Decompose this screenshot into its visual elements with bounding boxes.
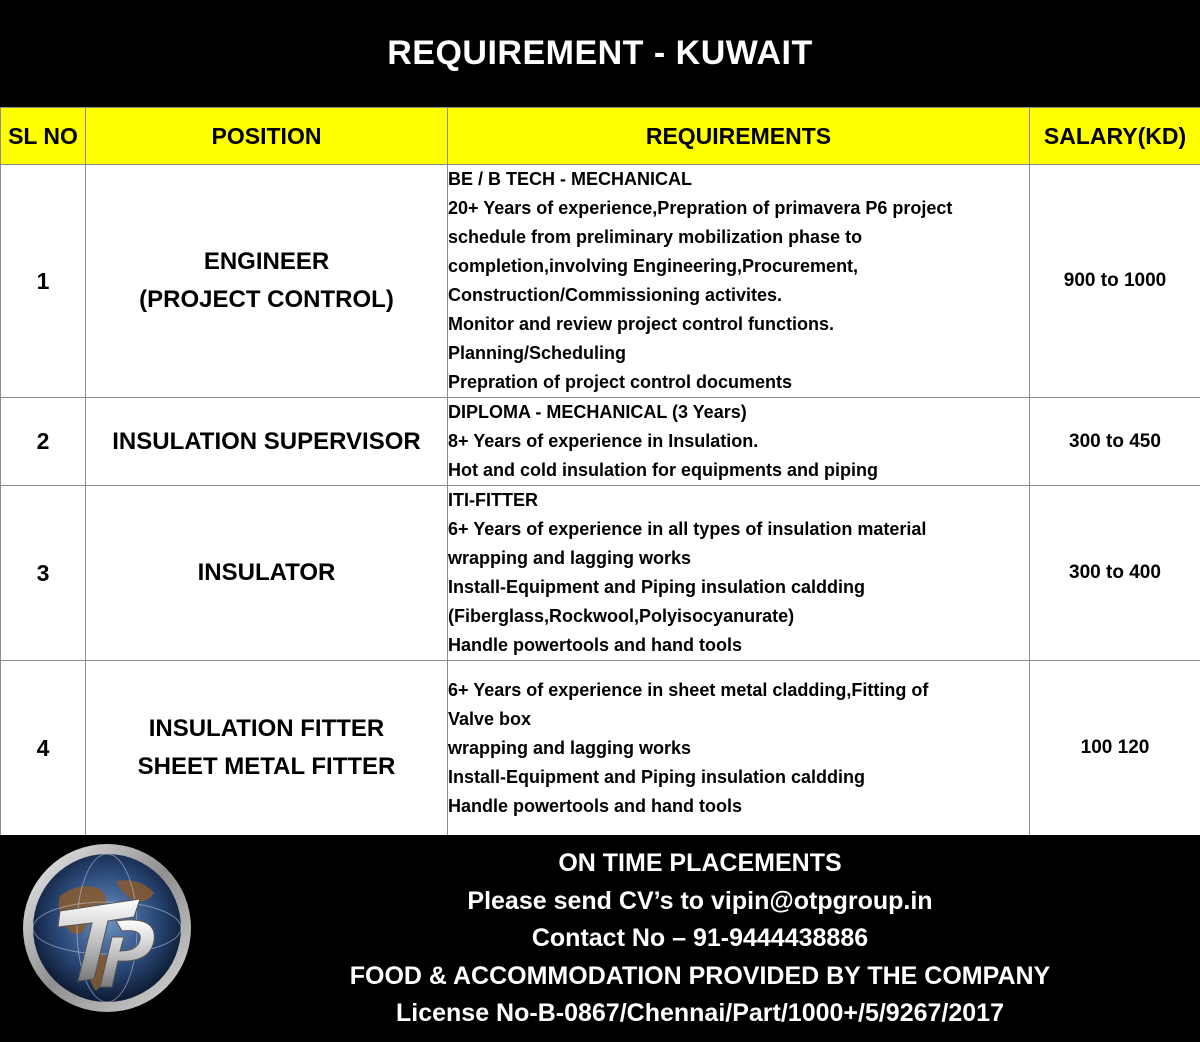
position-line: INSULATOR <box>197 559 336 586</box>
requirement-line: 6+ Years of experience in sheet metal cladding,Fitting of <box>448 679 929 700</box>
contact-footer <box>0 835 1200 1042</box>
requirement-line: Install-Equipment and Piping insulation caldding <box>448 766 866 787</box>
otp-globe-logo-icon <box>20 841 194 1015</box>
header-salary: SALARY(KD) <box>1030 108 1200 165</box>
requirement-line: 20+ Years of experience,Prepration of primavera P6 project <box>448 198 953 218</box>
table-row <box>1 165 1200 398</box>
requirement-line: Monitor and review project control functions. <box>448 314 835 334</box>
license-line: License No-B-0867/Chennai/Part/1000+/5/9267/2017 <box>396 999 1004 1027</box>
requirement-line: ITI-FITTER <box>448 490 538 510</box>
requirements-cell <box>448 398 1030 486</box>
title-bar <box>0 0 1200 107</box>
requirements-cell <box>448 486 1030 661</box>
position-cell <box>86 398 448 486</box>
contact-number-line: Contact No – 91-9444438886 <box>531 924 869 952</box>
food-accommodation-line: FOOD & ACCOMMODATION PROVIDED BY THE COMPANY <box>349 961 1051 990</box>
requirement-line: Construction/Commissioning activites. <box>448 285 783 305</box>
requirement-line: wrapping and lagging works <box>448 737 692 758</box>
requirement-line: Prepration of project control documents <box>448 372 793 392</box>
salary-cell: 300 to 400 <box>1030 486 1200 661</box>
header-position: POSITION <box>86 108 448 165</box>
footer-text-block <box>200 845 1200 1033</box>
table-header-row <box>1 108 1200 165</box>
company-name: ON TIME PLACEMENTS <box>558 849 842 877</box>
salary-cell: 900 to 1000 <box>1030 165 1200 398</box>
sl-no-cell: 1 <box>1 165 86 398</box>
sl-no-cell: 3 <box>1 486 86 661</box>
requirement-line: (Fiberglass,Rockwool,Polyisocyanurate) <box>448 606 795 626</box>
requirement-line: Handle powertools and hand tools <box>448 635 743 655</box>
table-row <box>1 486 1200 661</box>
header-requirements: REQUIREMENTS <box>448 108 1030 165</box>
sl-no-cell: 2 <box>1 398 86 486</box>
requirement-line: 8+ Years of experience in Insulation. <box>448 431 759 451</box>
requirement-line: Valve box <box>448 708 532 729</box>
requirements-cell <box>448 165 1030 398</box>
position-line: (PROJECT CONTROL) <box>139 286 394 313</box>
requirements-cell <box>448 661 1030 836</box>
requirement-line: wrapping and lagging works <box>448 548 692 568</box>
requirement-line: 6+ Years of experience in all types of insulation material <box>448 519 927 539</box>
position-line: ENGINEER <box>203 248 330 275</box>
table-row <box>1 661 1200 836</box>
table-row <box>1 398 1200 486</box>
header-sl-no: SL NO <box>1 108 86 165</box>
requirement-line: Handle powertools and hand tools <box>448 795 743 816</box>
requirements-table <box>0 107 1200 836</box>
requirement-line: completion,involving Engineering,Procurement, <box>448 256 859 276</box>
salary-cell: 100 120 <box>1030 661 1200 836</box>
salary-cell: 300 to 450 <box>1030 398 1200 486</box>
position-line: SHEET METAL FITTER <box>137 753 396 780</box>
position-line: INSULATION SUPERVISOR <box>112 427 421 455</box>
cv-email-line: Please send CV’s to vipin@otpgroup.in <box>467 886 933 915</box>
position-line: INSULATION FITTER <box>148 715 385 742</box>
position-cell <box>86 661 448 836</box>
page-title: REQUIREMENT - KUWAIT <box>387 34 813 72</box>
position-cell <box>86 486 448 661</box>
requirement-line: BE / B TECH - MECHANICAL <box>448 169 692 189</box>
requirement-line: Install-Equipment and Piping insulation caldding <box>448 577 866 597</box>
requirement-line: Planning/Scheduling <box>448 343 627 363</box>
requirement-line: Hot and cold insulation for equipments and piping <box>448 460 878 480</box>
position-cell <box>86 165 448 398</box>
sl-no-cell: 4 <box>1 661 86 836</box>
requirement-line: DIPLOMA - MECHANICAL (3 Years) <box>448 402 747 422</box>
requirement-line: schedule from preliminary mobilization phase to <box>448 227 863 247</box>
